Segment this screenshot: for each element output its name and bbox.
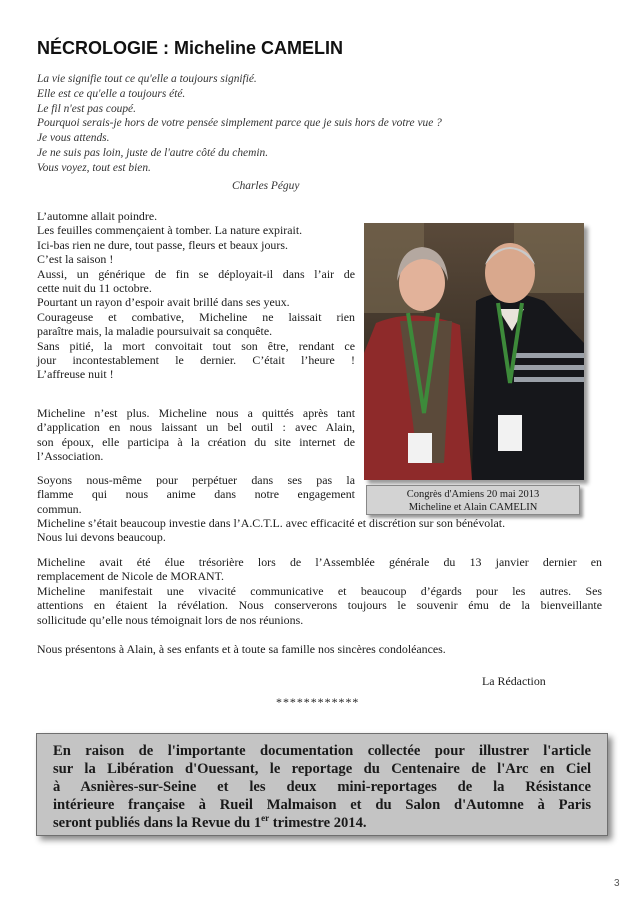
text-line: l’Association. xyxy=(37,449,104,464)
poem-line: Je vous attends. xyxy=(37,132,110,145)
photo-caption-line: Micheline et Alain CAMELIN xyxy=(408,502,538,513)
text-line: Sans pitié, la mort convoitait tout son être, rendant ce xyxy=(37,338,355,353)
signature: La Rédaction xyxy=(482,674,546,688)
text-line: paraître mais, la maladie poursuivait sa conquête. xyxy=(37,324,273,339)
photo-caption xyxy=(366,485,580,515)
notice-superscript: er xyxy=(261,813,270,824)
poem-line: La vie signifie tout ce qu'elle a toujours signifié. xyxy=(37,73,257,85)
paragraph-website xyxy=(37,406,355,464)
text-line: commun. xyxy=(37,501,82,516)
text-line: d’application en nous laissant un bel outil : avec Alain, xyxy=(37,420,355,435)
paragraph-investment xyxy=(37,516,602,545)
poem-quote xyxy=(37,72,557,176)
text-line: flamme qui nous anime dans notre engagement xyxy=(37,487,355,502)
text-line: Micheline n’est plus. Micheline nous a quittés après tant xyxy=(37,406,355,420)
page-title: NÉCROLOGIE : Micheline CAMELIN xyxy=(37,38,344,58)
text-line: jour incontestablement le dernier. C’était l’heure ! xyxy=(37,353,355,368)
couple-photo-illustration xyxy=(364,223,584,480)
text-line: Soyons nous-même pour perpétuer dans ses pas la xyxy=(37,473,355,487)
paragraph-kindness xyxy=(37,584,602,627)
text-line: Les feuilles commençaient à tomber. La nature expirait. xyxy=(37,223,303,238)
text-line: Nous lui devons beaucoup. xyxy=(37,530,166,545)
text-line: sollicitude qu’elle nous témoignait lors de nos réunions. xyxy=(37,612,304,627)
notice-line: intérieure française à Rueil Malmaison et du Salon d'Automne à Paris xyxy=(53,797,591,813)
text-line: cette nuit du 11 octobre. xyxy=(37,281,152,296)
text-line: Micheline avait été élue trésorière lors de l’Assemblée générale du 13 janvier dernier en xyxy=(37,555,602,569)
notice-line: En raison de l'importante documentation collectée pour illustrer l'article xyxy=(53,743,591,759)
poem-author: Charles Péguy xyxy=(232,180,300,192)
page-number: 3 xyxy=(614,878,620,889)
poem-line: Vous voyez, tout est bien. xyxy=(37,161,151,174)
text-line: Nous présentons à Alain, à ses enfants et à toute sa famille nos sincères condoléances. xyxy=(37,642,446,656)
text-line: attentions en étaient la révélation. Nous conserverons toujours le souvenir ému de la bienveillante xyxy=(37,598,602,613)
couple-photo xyxy=(364,223,584,480)
photo-caption-line: Congrès d'Amiens 20 mai 2013 xyxy=(406,489,540,500)
poem-line: Je ne suis pas loin, juste de l'autre côté du chemin. xyxy=(37,146,269,159)
text-line: remplacement de Nicole de MORANT. xyxy=(37,569,224,584)
text-line: Micheline manifestait une vivacité communicative et beaucoup d’égards pour les autres. Ses xyxy=(37,584,602,598)
notice-line: à Asnières-sur-Seine et les deux mini-reportages de la Résistance xyxy=(53,779,591,795)
notice-text: seront publiés dans la Revue du 1 xyxy=(53,815,262,831)
text-line: Ici-bas rien ne dure, tout passe, fleurs et beaux jours. xyxy=(37,237,288,252)
text-line: Pourtant un rayon d’espoir avait brillé dans ses yeux. xyxy=(37,295,290,310)
text-line: Aussi, un générique de fin se déployait-il dans l’air de xyxy=(37,266,355,281)
paragraph-commitment xyxy=(37,473,355,516)
notice-box xyxy=(36,733,608,836)
notice-line: sur la Libération d'Ouessant, le reportage du Centenaire de l'Arc en Ciel xyxy=(53,761,591,777)
paragraph-treasurer xyxy=(37,555,602,584)
text-line: son époux, elle participa à la création du site internet de xyxy=(37,434,355,449)
poem-line: Elle est ce qu'elle a toujours été. xyxy=(37,87,186,100)
paragraph-condolences xyxy=(37,642,602,656)
text-line: L’automne allait poindre. xyxy=(37,209,158,223)
text-line: L’affreuse nuit ! xyxy=(37,367,114,382)
separator: ************ xyxy=(276,695,360,709)
notice-line xyxy=(53,814,591,832)
text-line: Micheline s’était beaucoup investie dans l’A.C.T.L. avec efficacité et discrétion sur son bénévolat. xyxy=(37,516,506,530)
text-line: Courageuse et combative, Micheline ne laissait rien xyxy=(37,309,355,324)
notice-text: trimestre 2014. xyxy=(269,815,367,831)
poem-line: Le fil n'est pas coupé. xyxy=(37,102,136,115)
poem-line: Pourquoi serais-je hors de votre pensée simplement parce que je suis hors de votre vue ? xyxy=(37,117,442,130)
paragraph-autumn xyxy=(37,209,355,382)
text-line: C’est la saison ! xyxy=(37,252,114,267)
